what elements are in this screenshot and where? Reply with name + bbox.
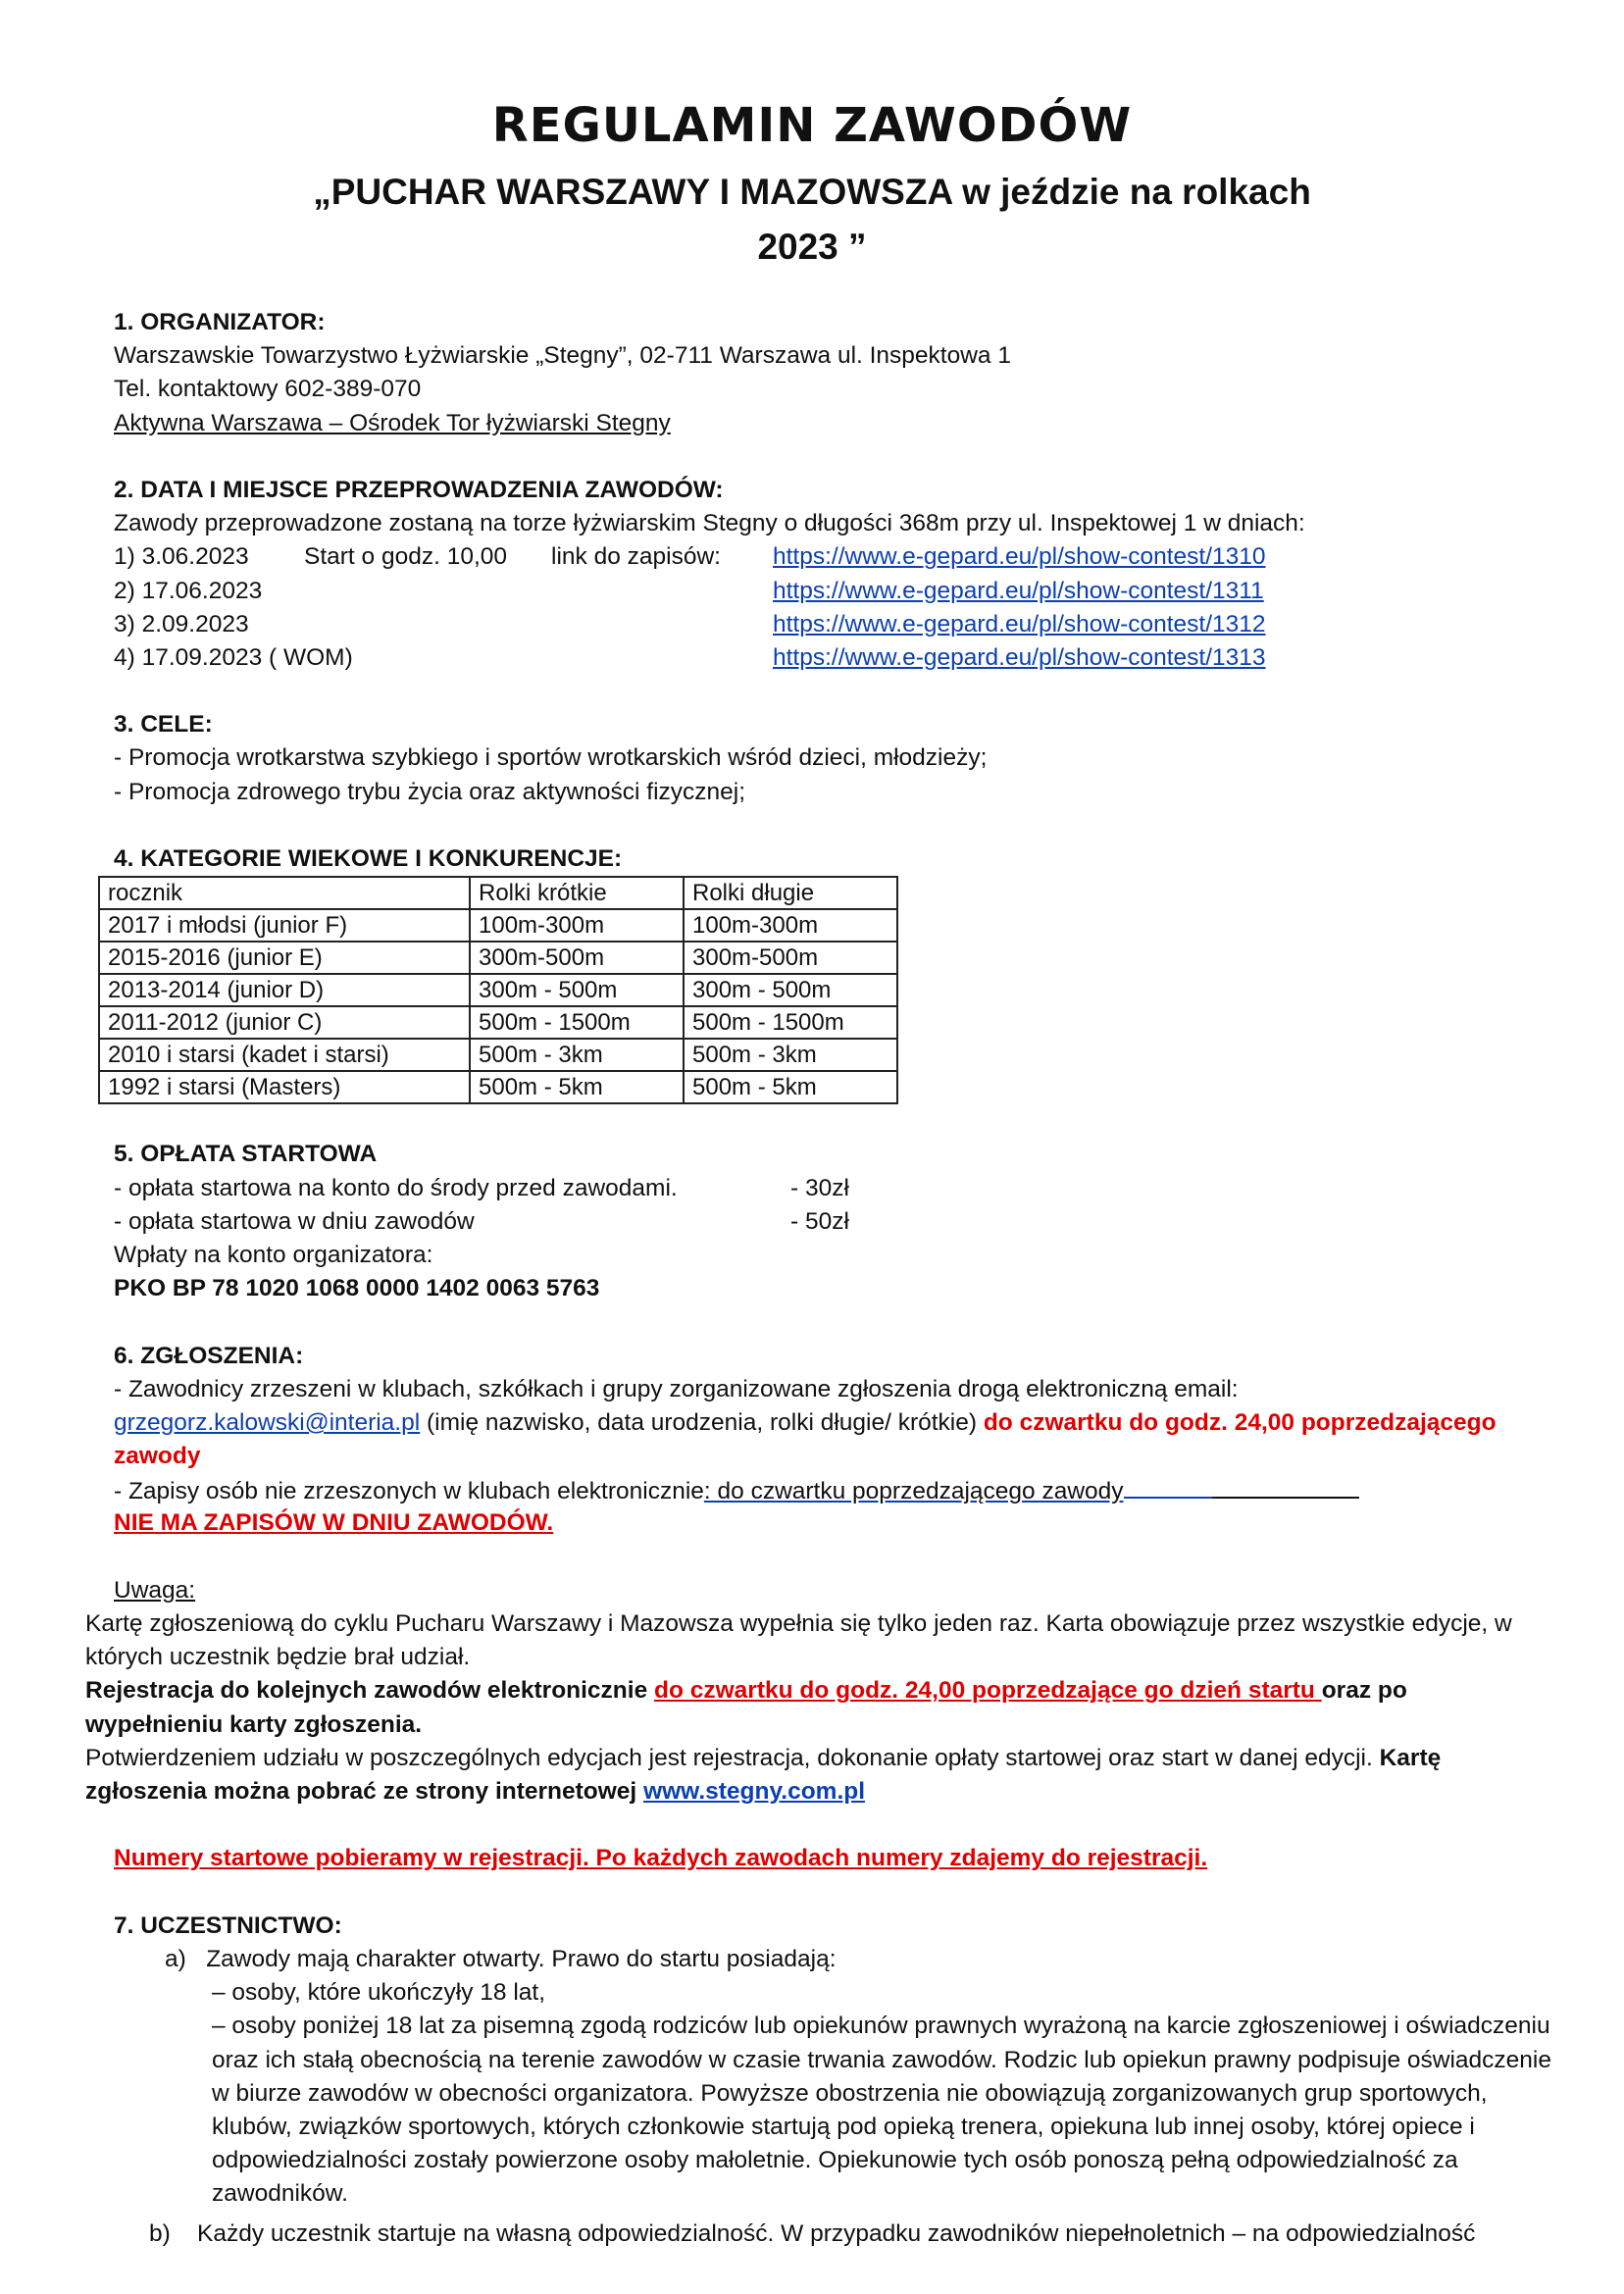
note-registration-deadline: do czwartku do godz. 24,00 poprzedzające go dzień startu <box>654 1677 1322 1705</box>
table-cell: 2010 i starsi (kadet i starsi) <box>99 1039 470 1071</box>
table-cell: 100m-300m <box>684 909 897 942</box>
participation-a-item-2: – osoby poniżej 18 lat za pisemną zgodą rodziców lub opiekunów prawnych wyrażoną na karcie zgłoszeniowej i oświadczeniu oraz ich stałą obecnością na terenie zawodów w czasie trwania zawodów. Rodzic lub opiekun prawny podpisuje oświadczenie w biurze zawodów w obecności organizatora. Powyższe obostrzenia nie obowiązują zorganizowanych grup sportowych, klubów, związków sportowych, których członkowie startują pod opieką trenera, opiekuna lub innej osoby, której opiece i odpowiedzialności zostały powierzone osoby małoletnie. Opiekunowie tych osób ponoszą pełną odpowiedzialność za zawodników. <box>212 2013 1551 2208</box>
no-same-day-registration: NIE MA ZAPISÓW W DNIU ZAWODÓW. <box>114 1509 554 1537</box>
table-row <box>99 942 897 974</box>
document-title: REGULAMIN ZAWODÓW <box>491 98 1133 153</box>
table-cell: 2013-2014 (junior D) <box>99 974 470 1006</box>
note-confirmation-text: Potwierdzeniem udziału w poszczególnych edycjach jest rejestracja, dokonanie opłaty startowej oraz start w danej edycji. <box>85 1744 1380 1771</box>
table-row <box>99 1039 897 1071</box>
organizer-venue: Aktywna Warszawa – Ośrodek Tor łyżwiarski Stegny <box>114 409 671 436</box>
section-4-heading: 4. KATEGORIE WIEKOWE I KONKURENCJE: <box>114 845 623 872</box>
section-2-heading: 2. DATA I MIEJSCE PRZEPROWADZENIA ZAWODÓW: <box>114 476 724 503</box>
table-cell: 500m - 3km <box>684 1039 897 1071</box>
individual-registration <box>114 1473 1546 1506</box>
registration-deadline-end: zawody <box>114 1443 201 1470</box>
website-link[interactable]: www.stegny.com.pl <box>643 1778 866 1806</box>
categories-table <box>98 876 898 1104</box>
section-7-heading: 7. UCZESTNICTWO: <box>114 1912 342 1939</box>
date-1: 1) 3.06.2023 <box>114 543 249 571</box>
date-row-4 <box>114 641 1546 675</box>
registration-info: - Zawodnicy zrzeszeni w klubach, szkółkach i grupy zorganizowane zgłoszenia drogą elektroniczną email: <box>114 1375 1239 1402</box>
start-numbers-note: Numery startowe pobieramy w rejestracji. Po każdych zawodach numery zdajemy do rejestracji. <box>114 1845 1208 1872</box>
signup-link-3[interactable]: https://www.e-gepard.eu/pl/show-contest/1312 <box>773 610 1266 637</box>
fee-2-label: - opłata startowa w dniu zawodów <box>114 1207 475 1235</box>
date-3: 3) 2.09.2023 <box>114 610 249 637</box>
registration-requirements: (imię nazwisko, data urodzenia, rolki długie/ krótkie) <box>420 1408 984 1436</box>
note-heading: Uwaga: <box>114 1576 196 1604</box>
section-6-heading: 6. ZGŁOSZENIA: <box>114 1342 304 1369</box>
signup-link-1[interactable]: https://www.e-gepard.eu/pl/show-contest/1310 <box>773 543 1266 571</box>
note-paragraph-3 <box>85 1742 1547 1809</box>
signup-link-2[interactable]: https://www.e-gepard.eu/pl/show-contest/1311 <box>773 577 1264 604</box>
table-row <box>99 909 897 942</box>
table-cell: 500m - 5km <box>684 1071 897 1103</box>
table-cell: 300m - 500m <box>684 974 897 1006</box>
signup-link-4[interactable]: https://www.e-gepard.eu/pl/show-contest/1313 <box>773 643 1266 671</box>
registration-deadline: do czwartku do godz. 24,00 poprzedzającego <box>983 1408 1497 1436</box>
table-cell: 2015-2016 (junior E) <box>99 942 470 974</box>
venue-intro: Zawody przeprowadzone zostaną na torze łyżwiarskim Stegny o długości 368m przy ul. Inspektowej 1 w dniach: <box>114 510 1305 537</box>
table-cell: 500m - 3km <box>470 1039 684 1071</box>
account-label: Wpłaty na konto organizatora: <box>114 1241 433 1268</box>
date-row-2 <box>114 575 1546 608</box>
item-a-label: a) <box>165 1945 186 1972</box>
organizer-phone: Tel. kontaktowy 602-389-070 <box>114 376 422 403</box>
individual-registration-deadline: : do czwartku poprzedzającego zawody <box>703 1478 1124 1505</box>
note-paragraph-1: Kartę zgłoszeniową do cyklu Pucharu Warszawy i Mazowsza wypełnia się tylko jeden raz. Karta obowiązuje przez wszystkie edycje, w których uczestnik będzie brał udział. <box>85 1610 1512 1671</box>
date-row-1 <box>114 540 1546 574</box>
note-registration-text: Rejestracja do kolejnych zawodów elektronicznie <box>85 1677 655 1705</box>
participation-a <box>114 1943 1546 1976</box>
item-a-text: Zawody mają charakter otwarty. Prawo do startu posiadają: <box>206 1945 837 1972</box>
section-1-heading: 1. ORGANIZATOR: <box>114 309 326 335</box>
organizer-address: Warszawskie Towarzystwo Łyżwiarskie „Stegny”, 02-711 Warszawa ul. Inspektowa 1 <box>114 342 1011 370</box>
bank-account-number: PKO BP 78 1020 1068 0000 1402 0063 5763 <box>114 1275 600 1302</box>
table-cell: 2017 i młodsi (junior F) <box>99 909 470 942</box>
table-header-cell: Rolki krótkie <box>470 877 684 909</box>
item-b-label: b) <box>149 2219 171 2247</box>
date-2: 2) 17.06.2023 <box>114 577 263 604</box>
goal-1: - Promocja wrotkarstwa szybkiego i sportów wrotkarskich wśród dzieci, młodzieży; <box>114 744 988 772</box>
table-cell: 500m - 5km <box>470 1071 684 1103</box>
table-cell: 300m-500m <box>470 942 684 974</box>
registration-email-link[interactable]: grzegorz.kalowski@interia.pl <box>114 1408 421 1436</box>
note-paragraph-2 <box>85 1674 1547 1741</box>
table-row <box>99 1071 897 1103</box>
table-cell: 300m - 500m <box>470 974 684 1006</box>
participation-a-item-1: – osoby, które ukończyły 18 lat, <box>212 1979 545 2007</box>
section-5-heading: 5. OPŁATA STARTOWA <box>114 1141 378 1168</box>
underline-blank-black <box>1212 1473 1359 1499</box>
section-3-heading: 3. CELE: <box>114 711 213 739</box>
table-cell: 500m - 1500m <box>684 1006 897 1039</box>
item-b-text: Każdy uczestnik startuje na własną odpowiedzialność. W przypadku zawodników niepełnoletnich – na odpowiedzialność <box>197 2219 1476 2247</box>
table-cell: 100m-300m <box>470 909 684 942</box>
note-download-text: Kartę zgłoszenia można pobrać ze strony internetowej <box>85 1744 1442 1806</box>
start-time: Start o godz. 10,00 <box>304 543 508 571</box>
table-cell: 500m - 1500m <box>470 1006 684 1039</box>
table-header-cell: Rolki długie <box>684 877 897 909</box>
date-4: 4) 17.09.2023 ( WOM) <box>114 643 353 671</box>
participation-b <box>114 2218 1546 2251</box>
registration-email-line <box>114 1406 1546 1440</box>
subtitle-line-2: 2023 ” <box>757 227 867 267</box>
document-body <box>85 306 1551 2251</box>
table-cell: 1992 i starsi (Masters) <box>99 1071 470 1103</box>
fee-row-2 <box>114 1205 1546 1239</box>
fee-row-1 <box>114 1172 1546 1205</box>
signup-link-label: link do zapisów: <box>551 543 721 571</box>
table-header-cell: rocznik <box>99 877 470 909</box>
table-cell: 300m-500m <box>684 942 897 974</box>
document-subtitle <box>0 165 1624 275</box>
table-header-row <box>99 877 897 909</box>
fee-1-label: - opłata startowa na konto do środy przed zawodami. <box>114 1174 678 1201</box>
goal-2: - Promocja zdrowego trybu życia oraz aktywności fizycznej; <box>114 778 746 805</box>
underline-blank-blue <box>1124 1473 1212 1499</box>
note-registration-text-end: oraz po wypełnieniu karty zgłoszenia. <box>85 1677 1407 1738</box>
fee-1-value: - 30zł <box>790 1174 849 1201</box>
table-row <box>99 974 897 1006</box>
table-cell: 2011-2012 (junior C) <box>99 1006 470 1039</box>
individual-registration-label: - Zapisy osób nie zrzeszonych w klubach elektronicznie <box>114 1478 704 1505</box>
table-row <box>99 1006 897 1039</box>
date-row-3 <box>114 608 1546 641</box>
subtitle-line-1: „PUCHAR WARSZAWY I MAZOWSZA w jeździe na rolkach <box>313 172 1311 212</box>
fee-2-value: - 50zł <box>790 1207 849 1235</box>
